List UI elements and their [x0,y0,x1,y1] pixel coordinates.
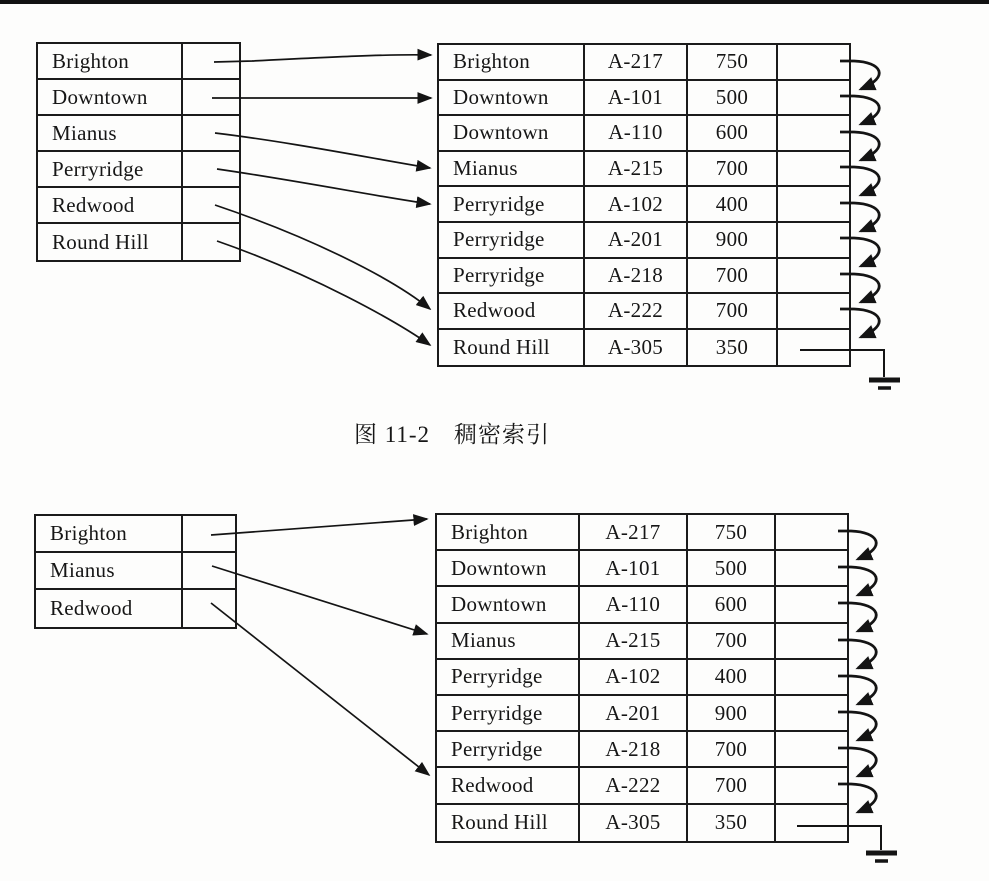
branch-name-cell: Round Hill [437,805,580,841]
sparse-index-arrow-redwood [211,603,429,775]
file-record-row [437,805,847,841]
next-record-pointer-cell [778,45,849,79]
account-number-cell: A-215 [585,152,688,186]
account-number-cell: A-101 [585,81,688,115]
page-scan-top-edge [0,0,989,4]
dense-index-table [36,42,241,262]
figure-caption: 图 11-2 稠密索引 [353,422,551,447]
next-record-pointer-cell [776,805,847,841]
balance-cell: 750 [688,45,778,79]
account-number-cell: A-217 [580,515,688,549]
index-key-cell: Mianus [38,116,183,150]
branch-name-cell: Brighton [437,515,580,549]
sparse-index-table [34,514,237,629]
balance-cell: 750 [688,515,776,549]
account-number-cell: A-110 [580,587,688,621]
account-number-cell: A-102 [585,187,688,221]
dense-index-arrow-redwood [215,205,430,309]
file-record-row [437,551,847,587]
file-record-row [439,81,849,117]
index-key-cell: Perryridge [38,152,183,186]
balance-cell: 700 [688,768,776,802]
next-record-pointer-cell [776,551,847,585]
account-number-cell: A-222 [585,294,688,328]
branch-name-cell: Perryridge [437,732,580,766]
balance-cell: 350 [688,330,778,366]
next-record-pointer-cell [778,116,849,150]
next-record-pointer-cell [776,587,847,621]
file-record-row [437,624,847,660]
account-file-table-sparse [435,513,849,843]
file-record-row [439,116,849,152]
balance-cell: 500 [688,551,776,585]
branch-name-cell: Perryridge [439,259,585,293]
next-record-pointer-cell [776,696,847,730]
account-number-cell: A-222 [580,768,688,802]
index-entry-row [36,553,235,590]
account-number-cell: A-101 [580,551,688,585]
balance-cell: 700 [688,152,778,186]
index-entry-row [38,80,239,116]
balance-cell: 700 [688,624,776,658]
branch-name-cell: Perryridge [439,223,585,257]
index-key-cell: Downtown [38,80,183,114]
file-record-row [437,587,847,623]
sparse-index-arrow-mianus [212,566,427,634]
next-record-pointer-cell [776,624,847,658]
file-record-row [437,768,847,804]
account-file-table-dense [437,43,851,367]
index-pointer-cell [183,590,235,627]
index-entry-row [38,188,239,224]
branch-name-cell: Downtown [437,551,580,585]
branch-name-cell: Downtown [439,81,585,115]
balance-cell: 700 [688,294,778,328]
account-number-cell: A-215 [580,624,688,658]
branch-name-cell: Brighton [439,45,585,79]
next-record-pointer-cell [778,187,849,221]
index-entry-row [36,590,235,627]
index-pointer-cell [183,152,239,186]
file-record-row [439,294,849,330]
index-key-cell: Redwood [36,590,183,627]
account-number-cell: A-218 [580,732,688,766]
index-key-cell: Brighton [36,516,183,551]
file-record-row [439,187,849,223]
dense-index-arrow-perryridge [217,169,430,204]
dense-index-arrow-round-hill [217,241,430,345]
balance-cell: 350 [688,805,776,841]
index-key-cell: Round Hill [38,224,183,260]
branch-name-cell: Mianus [437,624,580,658]
branch-name-cell: Perryridge [439,187,585,221]
branch-name-cell: Downtown [437,587,580,621]
branch-name-cell: Round Hill [439,330,585,366]
file-record-row [439,259,849,295]
index-entry-row [38,116,239,152]
account-number-cell: A-305 [580,805,688,841]
next-record-pointer-cell [776,768,847,802]
balance-cell: 700 [688,259,778,293]
sparse-index-arrow-brighton [211,519,427,535]
branch-name-cell: Perryridge [437,660,580,694]
account-number-cell: A-218 [585,259,688,293]
next-record-pointer-cell [778,259,849,293]
file-record-row [439,152,849,188]
next-record-pointer-cell [778,152,849,186]
index-key-cell: Redwood [38,188,183,222]
account-number-cell: A-110 [585,116,688,150]
balance-cell: 500 [688,81,778,115]
next-record-pointer-cell [776,732,847,766]
branch-name-cell: Redwood [437,768,580,802]
balance-cell: 700 [688,732,776,766]
balance-cell: 900 [688,223,778,257]
balance-cell: 600 [688,587,776,621]
account-number-cell: A-305 [585,330,688,366]
index-key-cell: Brighton [38,44,183,78]
next-record-pointer-cell [776,660,847,694]
balance-cell: 900 [688,696,776,730]
balance-cell: 400 [688,187,778,221]
index-pointer-cell [183,116,239,150]
dense-index-arrow-brighton [214,55,431,62]
index-key-cell: Mianus [36,553,183,588]
file-record-row [437,660,847,696]
next-record-pointer-cell [778,81,849,115]
file-record-row [437,696,847,732]
account-number-cell: A-201 [580,696,688,730]
next-record-pointer-cell [778,330,849,366]
index-pointer-cell [183,80,239,114]
index-entry-row [38,224,239,260]
file-record-row [437,515,847,551]
index-pointer-cell [183,44,239,78]
account-number-cell: A-217 [585,45,688,79]
branch-name-cell: Perryridge [437,696,580,730]
file-record-row [439,45,849,81]
next-record-pointer-cell [778,223,849,257]
file-record-row [439,330,849,366]
index-pointer-cell [183,516,235,551]
next-record-pointer-cell [778,294,849,328]
branch-name-cell: Downtown [439,116,585,150]
index-entry-row [38,152,239,188]
account-number-cell: A-201 [585,223,688,257]
dense-index-arrow-mianus [215,133,430,168]
balance-cell: 600 [688,116,778,150]
index-pointer-cell [183,224,239,260]
index-entry-row [38,44,239,80]
index-entry-row [36,516,235,553]
file-record-row [439,223,849,259]
branch-name-cell: Mianus [439,152,585,186]
account-number-cell: A-102 [580,660,688,694]
branch-name-cell: Redwood [439,294,585,328]
index-pointer-cell [183,188,239,222]
file-record-row [437,732,847,768]
next-record-pointer-cell [776,515,847,549]
index-pointer-cell [183,553,235,588]
balance-cell: 400 [688,660,776,694]
